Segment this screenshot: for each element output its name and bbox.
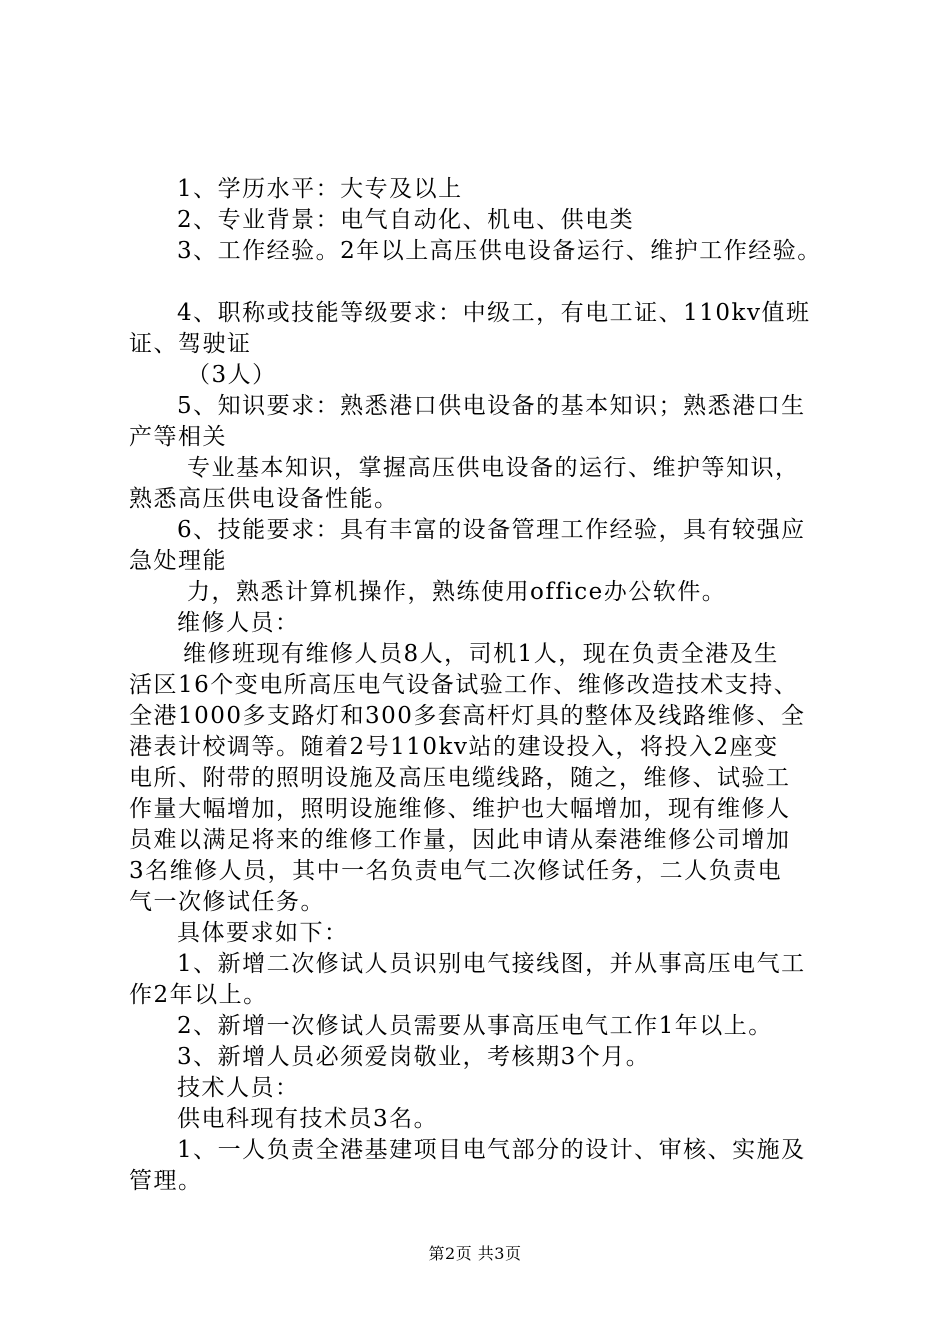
paragraph-line: 6、技能要求：具有丰富的设备管理工作经验，具有较强应 xyxy=(177,517,806,543)
section-heading: 维修人员： xyxy=(177,610,300,636)
paragraph-line: 4、职称或技能等级要求：中级工，有电工证、110kv值班 xyxy=(177,300,811,326)
paragraph-line: 2、专业背景：电气自动化、机电、供电类 xyxy=(177,207,635,233)
paragraph-line: 专业基本知识，掌握高压供电设备的运行、维护等知识， xyxy=(187,455,800,481)
section-heading: 技术人员： xyxy=(177,1075,300,1101)
paragraph-line: 3、工作经验。2年以上高压供电设备运行、维护工作经验。 xyxy=(177,238,822,264)
document-body xyxy=(129,174,829,1197)
paragraph-line: 管理。 xyxy=(129,1168,203,1194)
paragraph-line: 活区16个变电所高压电气设备试验工作、维修改造技术支持、 xyxy=(129,672,799,698)
paragraph-line: 气一次修试任务。 xyxy=(129,889,325,915)
blank-line xyxy=(129,267,829,298)
paragraph-line: 3名维修人员，其中一名负责电气二次修试任务，二人负责电 xyxy=(129,858,783,884)
paragraph-line: 急处理能 xyxy=(129,548,227,574)
paragraph-line: 作量大幅增加，照明设施维修、维护也大幅增加，现有维修人 xyxy=(129,796,791,822)
paragraph-line: 产等相关 xyxy=(129,424,227,450)
paragraph-line: 员难以满足将来的维修工作量，因此申请从秦港维修公司增加 xyxy=(129,827,791,853)
paragraph-line: 供电科现有技术员3名。 xyxy=(177,1106,439,1132)
paragraph-line: 5、知识要求：熟悉港口供电设备的基本知识；熟悉港口生 xyxy=(177,393,806,419)
page-footer: 第2页 共3页 xyxy=(428,1244,522,1263)
paragraph-line: 全港1000多支路灯和300多套高杆灯具的整体及线路维修、全 xyxy=(129,703,806,729)
paragraph-line: 1、一人负责全港基建项目电气部分的设计、审核、实施及 xyxy=(177,1137,806,1163)
paragraph-line: 3、新增人员必须爱岗敬业，考核期3个月。 xyxy=(177,1044,651,1070)
section-heading: 具体要求如下： xyxy=(177,920,349,946)
paragraph-line: 港表计校调等。随着2号110kv站的建设投入，将投入2座变 xyxy=(129,734,779,760)
paragraph-line: 熟悉高压供电设备性能。 xyxy=(129,486,399,512)
paragraph-line: 电所、附带的照明设施及高压电缆线路，随之，维修、试验工 xyxy=(129,765,791,791)
paragraph-line: 作2年以上。 xyxy=(129,982,268,1008)
paragraph-line: （3人） xyxy=(187,362,277,388)
paragraph-line: 1、学历水平：大专及以上 xyxy=(177,176,463,202)
paragraph-line: 2、新增一次修试人员需要从事高压电气工作1年以上。 xyxy=(177,1013,773,1039)
paragraph-line: 力，熟悉计算机操作，熟练使用office办公软件。 xyxy=(187,579,727,605)
paragraph-line: 维修班现有维修人员8人，司机1人，现在负责全港及生 xyxy=(183,641,779,667)
paragraph-line: 1、新增二次修试人员识别电气接线图，并从事高压电气工 xyxy=(177,951,806,977)
paragraph-line: 证、驾驶证 xyxy=(129,331,252,357)
